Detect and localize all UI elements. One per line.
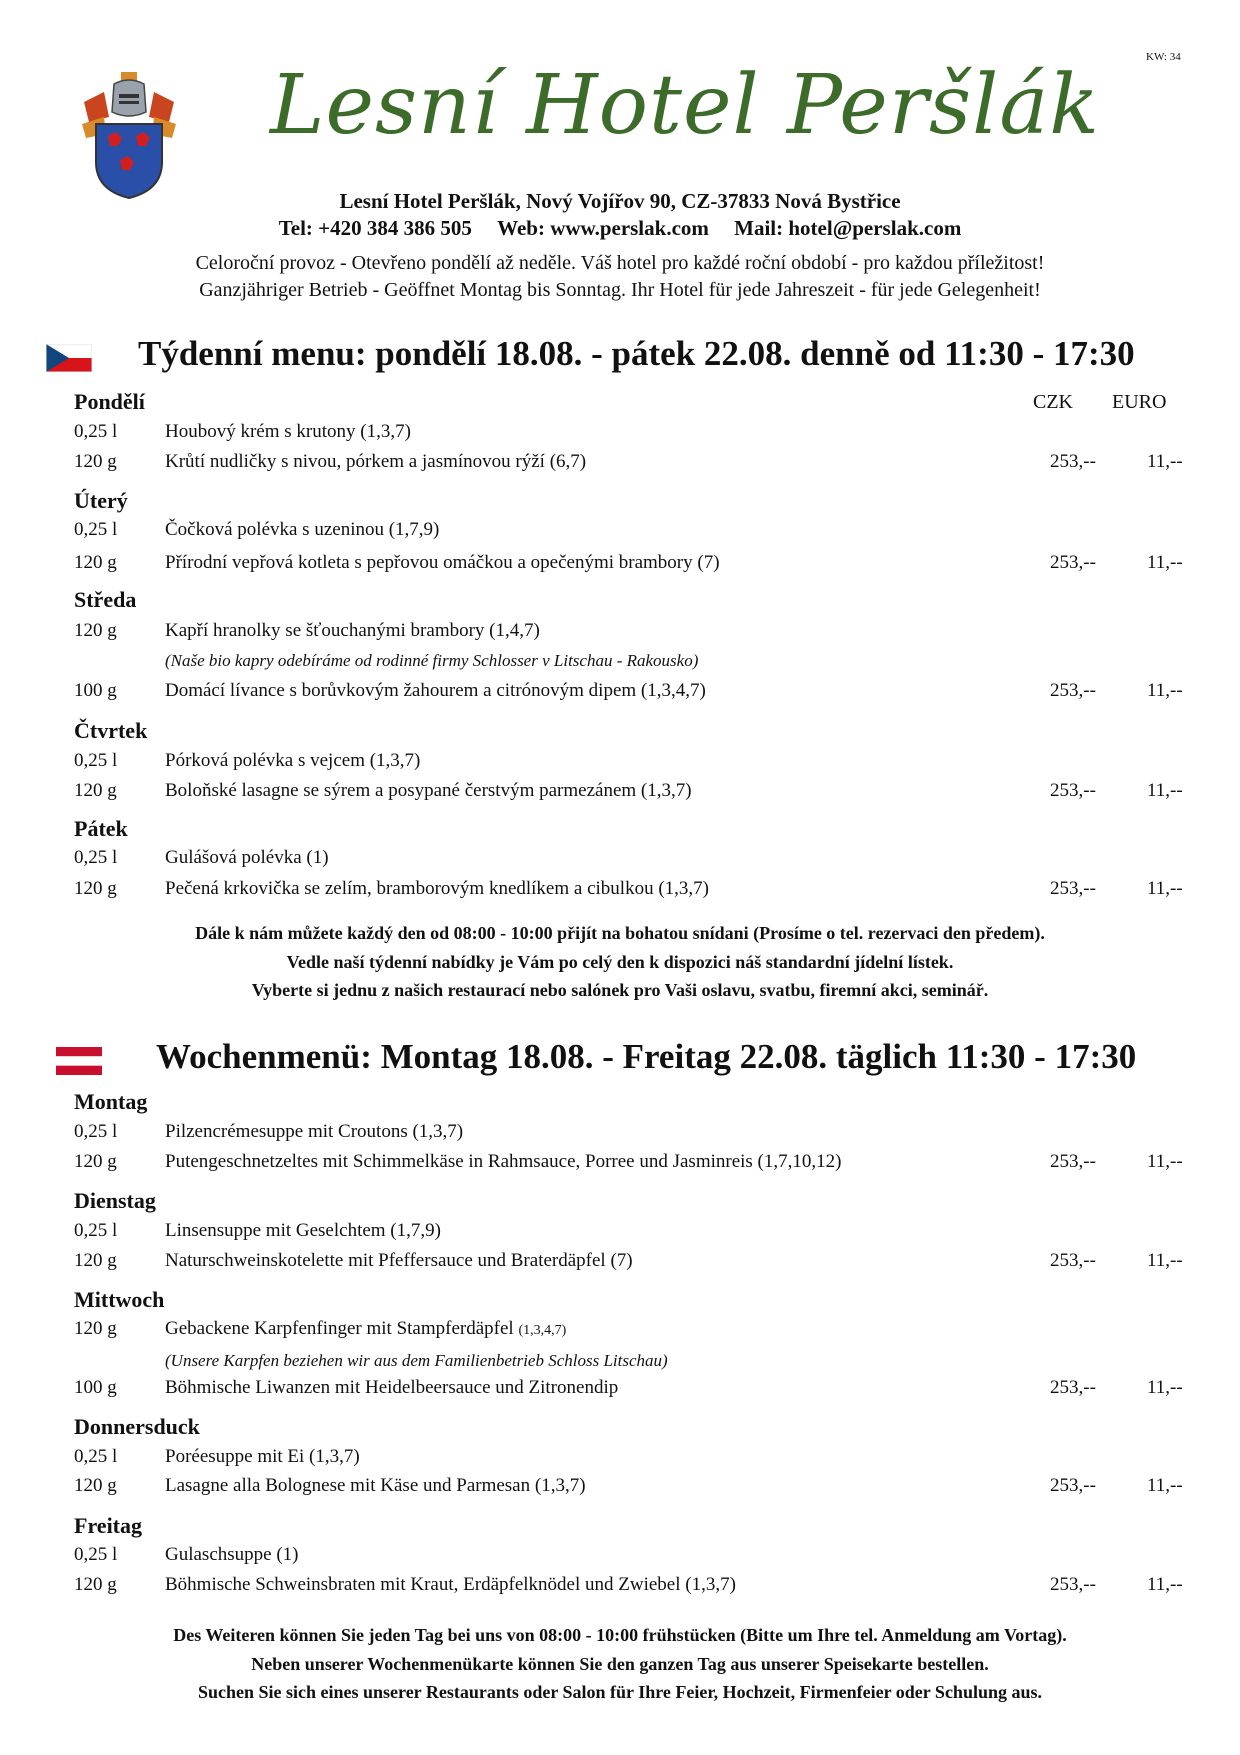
portion-size: 120 g: [74, 451, 117, 472]
dish-name: [165, 1475, 586, 1497]
allergen-codes: (1,3,4,7): [518, 1323, 567, 1338]
dish-text: Poréesuppe mit Ei (1,3,7): [165, 1446, 360, 1467]
portion-size: 100 g: [74, 1377, 117, 1398]
closing-note-cz: Vyberte si jednu z našich restaurací nebo salónek pro Vaši oslavu, svatbu, firemní akci, seminář.: [251, 980, 989, 1000]
dish-note: (Naše bio kapry odebíráme od rodinné firmy Schlosser v Litschau - Rakousko): [165, 651, 699, 670]
dish-text: Böhmische Schweinsbraten mit Kraut, Erdäpfelknödel und Zwiebel (1,3,7): [165, 1574, 736, 1595]
portion-size: 0,25 l: [74, 847, 118, 868]
price-czk: 253,--: [1050, 780, 1096, 801]
portion-size: 120 g: [74, 878, 117, 899]
column-header-czk: CZK: [1033, 391, 1073, 413]
dish-name: [165, 1377, 618, 1399]
price-czk: 253,--: [1050, 1574, 1096, 1595]
dish-name: [165, 1544, 299, 1566]
dish-text: Putengeschnetzeltes mit Schimmelkäse in Rahmsauce, Porree und Jasminreis (1,7,10,12): [165, 1151, 842, 1172]
day-heading: Montag: [74, 1089, 148, 1114]
portion-size: 120 g: [74, 1318, 117, 1339]
price-czk: 253,--: [1050, 1151, 1096, 1172]
price-euro: 11,--: [1147, 552, 1183, 573]
price-euro: 11,--: [1147, 680, 1183, 701]
weekly-menu-heading-de: Wochenmenü: Montag 18.08. - Freitag 22.08. täglich 11:30 - 17:30: [156, 1037, 1137, 1076]
dish-text: Pórková polévka s vejcem (1,3,7): [165, 750, 421, 771]
closing-note-de: Suchen Sie sich eines unserer Restaurants oder Salon für Ihre Feier, Hochzeit, Firmenfeier oder Schulung aus.: [197, 1682, 1042, 1702]
coat-of-arms-logo: [74, 72, 184, 200]
portion-size: 120 g: [74, 1151, 117, 1172]
austrian-flag-icon: [56, 1047, 102, 1075]
closing-note-cz: Dále k nám můžete každý den od 08:00 - 10:00 přijít na bohatou snídani (Prosíme o tel. rezervaci den předem).: [195, 923, 1045, 943]
dish-text: Přírodní vepřová kotleta s pepřovou omáčkou a opečenými brambory (7): [165, 552, 720, 573]
dish-text: Domácí lívance s borůvkovým žahourem a citrónovým dipem (1,3,4,7): [165, 680, 706, 701]
dish-text: Boloňské lasagne se sýrem a posypané čerstvým parmezánem (1,3,7): [165, 780, 692, 801]
portion-size: 120 g: [74, 1250, 117, 1271]
portion-size: 0,25 l: [74, 1544, 118, 1565]
dish-name: [165, 750, 420, 772]
price-czk: 253,--: [1050, 1475, 1096, 1496]
portion-size: 0,25 l: [74, 750, 118, 771]
dish-name: [165, 847, 329, 869]
dish-text: Pilzencrémesuppe mit Croutons (1,3,7): [165, 1121, 464, 1142]
price-euro: 11,--: [1147, 780, 1183, 801]
dish-text: Linsensuppe mit Geselchtem (1,7,9): [165, 1220, 441, 1241]
day-heading: Dienstag: [74, 1188, 156, 1213]
dish-text: Pečená krkovička se zelím, bramborovým knedlíkem a cibulkou (1,3,7): [165, 878, 709, 899]
dish-text: Kapří hranolky se šťouchanými brambory (1,4,7): [165, 620, 540, 641]
portion-size: 0,25 l: [74, 1446, 118, 1467]
dish-text: Gulášová polévka (1): [165, 847, 329, 868]
day-heading: Úterý: [74, 488, 128, 513]
column-header-euro: EURO: [1112, 391, 1167, 413]
dish-name: [165, 878, 709, 900]
dish-name: [165, 519, 439, 541]
dish-name: [165, 1220, 441, 1242]
hotel-address: Lesní Hotel Peršlák, Nový Vojířov 90, CZ-37833 Nová Bystřice: [339, 189, 901, 213]
dish-name: [165, 780, 692, 802]
portion-size: 0,25 l: [74, 519, 118, 540]
price-czk: 253,--: [1050, 1250, 1096, 1271]
dish-name: [165, 421, 411, 443]
price-euro: 11,--: [1147, 1250, 1183, 1271]
day-heading: Mittwoch: [74, 1287, 165, 1312]
portion-size: 120 g: [74, 552, 117, 573]
dish-name: [165, 1318, 566, 1340]
dish-text: Gulaschsuppe (1): [165, 1544, 299, 1565]
day-heading: Středa: [74, 587, 137, 612]
tagline-de: Ganzjähriger Betrieb - Geöffnet Montag bis Sonntag. Ihr Hotel für jede Jahreszeit - für jede Gelegenheit!: [199, 279, 1041, 301]
calendar-week-label: KW: 34: [1146, 51, 1181, 63]
price-czk: 253,--: [1050, 552, 1096, 573]
day-heading: Pátek: [74, 816, 128, 841]
portion-size: 100 g: [74, 680, 117, 701]
dish-name: [165, 552, 720, 574]
closing-note-cz: Vedle naší týdenní nabídky je Vám po celý den k dispozici náš standardní jídelní lístek.: [286, 952, 954, 972]
portion-size: 0,25 l: [74, 1121, 118, 1142]
closing-note-de: Neben unserer Wochenmenükarte können Sie den ganzen Tag aus unserer Speisekarte bestellen.: [251, 1654, 989, 1674]
website-link[interactable]: Web: www.perslak.com: [497, 216, 709, 240]
dish-name: [165, 1151, 841, 1173]
price-czk: 253,--: [1050, 680, 1096, 701]
dish-name: [165, 451, 586, 473]
dish-text: Böhmische Liwanzen mit Heidelbeersauce und Zitronendip: [165, 1377, 619, 1398]
dish-text: Naturschweinskotelette mit Pfeffersauce und Braterdäpfel (7): [165, 1250, 633, 1271]
dish-text: Houbový krém s krutony (1,3,7): [165, 421, 411, 442]
price-euro: 11,--: [1147, 1574, 1183, 1595]
dish-name: [165, 620, 540, 642]
tagline-cz: Celoroční provoz - Otevřeno pondělí až neděle. Váš hotel pro každé roční období - pro každou příležitost!: [195, 252, 1045, 274]
portion-size: 120 g: [74, 620, 117, 641]
dish-name: [165, 1250, 633, 1272]
phone-number: Tel: +420 384 386 505: [278, 216, 472, 240]
dish-note: (Unsere Karpfen beziehen wir aus dem Familienbetrieb Schloss Litschau): [165, 1351, 668, 1370]
email-link[interactable]: Mail: hotel@perslak.com: [734, 216, 962, 240]
portion-size: 120 g: [74, 1475, 117, 1496]
price-czk: 253,--: [1050, 878, 1096, 899]
day-heading: Čtvrtek: [74, 718, 148, 743]
portion-size: 120 g: [74, 1574, 117, 1595]
dish-name: [165, 680, 706, 702]
closing-note-de: Des Weiteren können Sie jeden Tag bei uns von 08:00 - 10:00 frühstücken (Bitte um Ihre tel. Anmeldung am Vortag).: [173, 1625, 1067, 1645]
price-euro: 11,--: [1147, 878, 1183, 899]
hotel-brand-title: Lesní Hotel Peršlák: [270, 58, 1100, 153]
portion-size: 120 g: [74, 780, 117, 801]
dish-text: Lasagne alla Bolognese mit Käse und Parmesan (1,3,7): [165, 1475, 586, 1496]
dish-text: Čočková polévka s uzeninou (1,7,9): [165, 519, 440, 540]
price-euro: 11,--: [1147, 1475, 1183, 1496]
day-heading: Donnersduck: [74, 1414, 200, 1439]
dish-text: Krůtí nudličky s nivou, pórkem a jasmínovou rýží (6,7): [165, 451, 587, 472]
portion-size: 0,25 l: [74, 421, 118, 442]
price-euro: 11,--: [1147, 1377, 1183, 1398]
weekly-menu-heading-cz: Týdenní menu: pondělí 18.08. - pátek 22.08. denně od 11:30 - 17:30: [138, 334, 1135, 373]
price-czk: 253,--: [1050, 1377, 1096, 1398]
day-heading: Pondělí: [74, 389, 145, 414]
dish-name: [165, 1574, 736, 1596]
day-heading: Freitag: [74, 1513, 143, 1538]
dish-text: Gebackene Karpfenfinger mit Stampferdäpfel: [165, 1318, 514, 1339]
price-euro: 11,--: [1147, 1151, 1183, 1172]
dish-name: [165, 1121, 463, 1143]
portion-size: 0,25 l: [74, 1220, 118, 1241]
contact-line: [0, 216, 1240, 241]
price-euro: 11,--: [1147, 451, 1183, 472]
dish-name: [165, 1446, 360, 1468]
czech-flag-icon: [46, 344, 92, 372]
price-czk: 253,--: [1050, 451, 1096, 472]
